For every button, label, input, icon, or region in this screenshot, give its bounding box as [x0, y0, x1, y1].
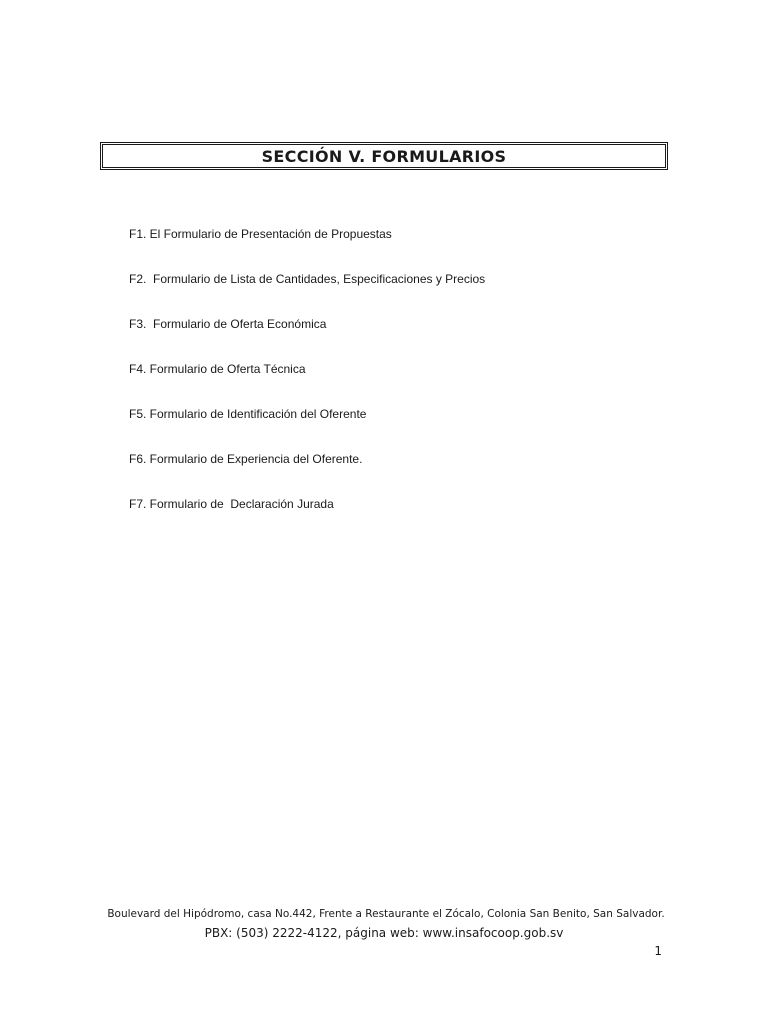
form-list [129, 226, 485, 541]
form-item-f4: F4. Formulario de Oferta Técnica [129, 362, 306, 376]
form-item-f7: F7. Formulario de Declaración Jurada [129, 497, 334, 511]
section-title-box [100, 142, 668, 170]
form-item-f2: F2. Formulario de Lista de Cantidades, Especificaciones y Precios [129, 272, 486, 286]
section-title: SECCIÓN V. FORMULARIOS [261, 146, 507, 166]
footer-address: Boulevard del Hipódromo, casa No.442, Frente a Restaurante el Zócalo, Colonia San Benito, San Salvador. [107, 908, 665, 920]
page-number: 1 [654, 944, 662, 958]
form-item-f1: F1. El Formulario de Presentación de Propuestas [129, 227, 392, 241]
footer-contact: PBX: (503) 2222-4122, página web: www.insafocoop.gob.sv [204, 926, 564, 940]
form-item-f3: F3. Formulario de Oferta Económica [129, 317, 327, 331]
form-item-f6: F6. Formulario de Experiencia del Oferente. [129, 452, 363, 466]
form-item-f5: F5. Formulario de Identificación del Oferente [129, 407, 367, 421]
